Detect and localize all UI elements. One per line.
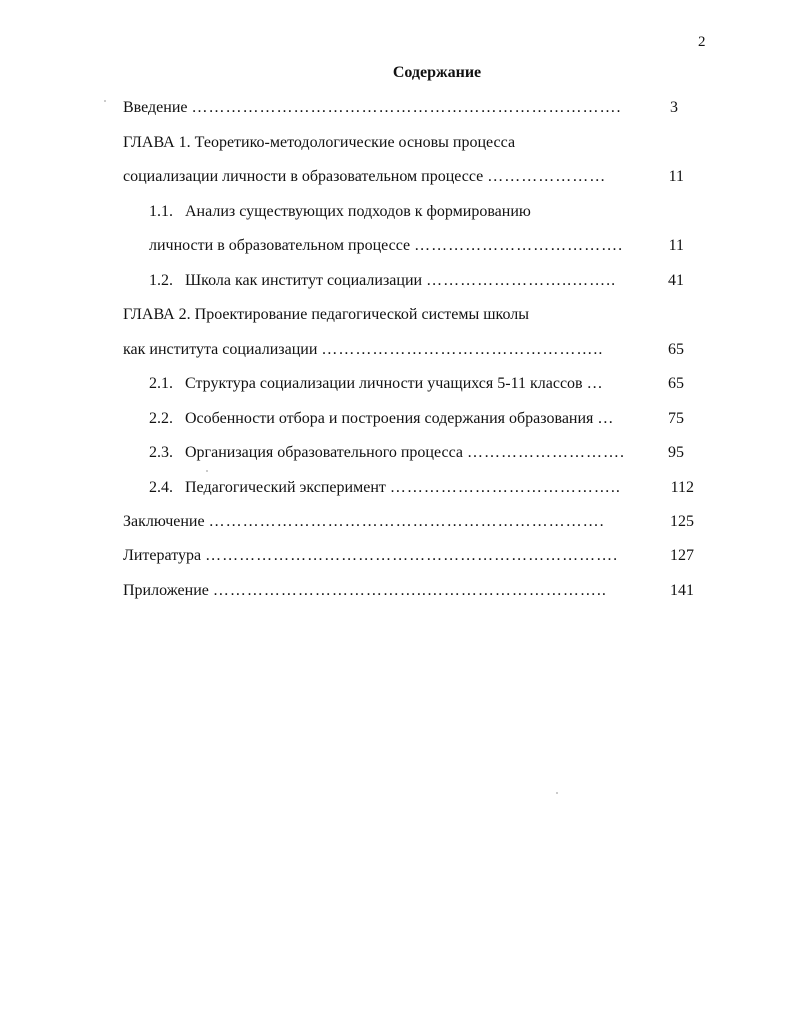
toc-section-number: 2.4. [149,479,173,496]
toc-leader-dots: ……………………………………………………………. [208,513,605,530]
toc-leader-dots: ………………………………..………………………….. [212,582,607,599]
scan-speck [556,792,558,794]
toc-entry-label: Введение [123,99,188,116]
toc-section-1-1[interactable] [149,201,531,223]
toc-leader-dots: ………………… [487,168,607,185]
toc-page-number: 11 [668,237,684,254]
toc-leader-dots: ………………………………….. [389,479,621,496]
toc-page-number: 65 [668,375,684,392]
toc-page-number: 41 [668,272,684,289]
toc-leader-dots: …………………………………………………………………. [191,99,622,116]
toc-section-number: 2.1. [149,375,173,392]
toc-entry-label: Структура социализации личности учащихся 5-11 классов [185,375,583,392]
toc-page-number: 112 [670,479,694,496]
page-title: Содержание [392,64,482,81]
toc-entry-label: Педагогический эксперимент [185,479,386,496]
toc-leader-dots: … [586,375,604,392]
toc-section-2-1[interactable] [149,373,661,395]
toc-section-1-1-continuation[interactable] [149,235,654,257]
toc-section-number: 1.1. [149,203,173,220]
toc-section-2-3[interactable] [149,442,654,464]
toc-page-number: 3 [670,99,678,116]
toc-entry-label: Анализ существующих подходов к формированию [185,203,531,220]
toc-chapter-1-title[interactable] [123,132,515,154]
toc-leader-dots: ………………………………. [414,237,624,254]
toc-chapter-2-title[interactable] [123,304,529,326]
toc-page-number: 95 [668,444,684,461]
toc-entry-label: Заключение [123,513,205,530]
toc-page-number: 11 [668,168,684,185]
scan-speck [104,100,106,102]
toc-leader-dots: ………………………. [466,444,625,461]
toc-entry-label: Литература [123,547,202,564]
toc-entry-appendix[interactable] [123,580,648,602]
toc-entry-label: Особенности отбора и построения содержания образования [185,410,594,427]
toc-page-number: 125 [670,513,694,530]
toc-entry-label: ГЛАВА 1. Теоретико-методологические основы процесса [123,134,516,151]
toc-leader-dots: ……………………..…….. [426,272,617,289]
toc-entry-label: ГЛАВА 2. Проектирование педагогической системы школы [123,306,530,323]
toc-section-2-4[interactable] [149,477,657,499]
toc-page-number: 141 [670,582,694,599]
toc-entry-label: как института социализации [123,341,318,358]
toc-leader-dots: … [597,410,615,427]
toc-entry-label: личности в образовательном процессе [149,237,411,254]
toc-entry-label: социализации личности в образовательном процессе [123,168,484,185]
toc-section-number: 2.3. [149,444,173,461]
scan-speck [206,470,208,472]
toc-section-2-2[interactable] [149,408,664,430]
toc-entry-literature[interactable] [123,545,648,567]
page-number: 2 [698,34,706,50]
toc-section-number: 2.2. [149,410,173,427]
toc-page-number: 65 [668,341,684,358]
toc-chapter-1-continuation[interactable] [123,166,648,188]
toc-chapter-2-continuation[interactable] [123,339,648,361]
toc-section-1-2[interactable] [149,270,654,292]
toc-entry-label: Школа как институт социализации [185,272,423,289]
toc-entry-label: Организация образовательного процесса [185,444,463,461]
toc-page-number: 127 [670,547,694,564]
toc-page-number: 75 [668,410,684,427]
toc-leader-dots: ………………………………………………………………. [205,547,619,564]
toc-leader-dots: ………………………………………….. [321,341,604,358]
toc-entry-introduction[interactable] [123,97,648,119]
toc-section-number: 1.2. [149,272,173,289]
toc-entry-label: Приложение [123,582,209,599]
toc-entry-conclusion[interactable] [123,511,648,533]
